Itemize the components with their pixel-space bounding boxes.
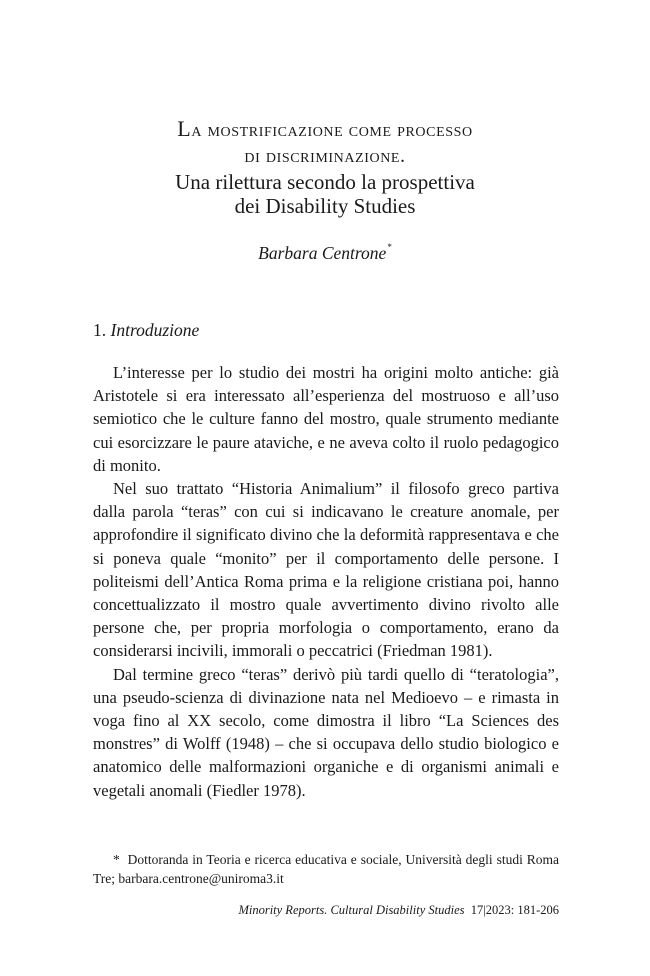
paragraph-3: Dal termine greco “teras” derivò più tardi quello di “teratologia”, una pseudo-scienza di divinazione nata nel Medioevo – e rimasta in voga fino al XX secolo, come dimostra il libro “La Sciences des monstres” di Wolff (1948) – che si occupava dello studio biologico e anatomico delle malformazioni organiche e di organismi animali e vegetali anomali (Fiedler 1978). <box>93 664 559 800</box>
article-title-line-1 <box>0 116 650 144</box>
title-block <box>0 116 650 264</box>
body-text <box>93 361 559 802</box>
author-name: Barbara Centrone <box>258 243 387 263</box>
title-line-1-rest: a mostrificazione come processo <box>191 120 473 141</box>
footnote-text: Dottoranda in Teoria e ricerca educativa e sociale, Università degli studi Roma Tre; barbara.centrone@uniroma3.it <box>93 852 559 886</box>
section-number: 1. <box>93 320 107 340</box>
article-title-line-2: di discriminazione. <box>244 146 406 167</box>
journal-name: Minority Reports. Cultural Disability Studies <box>238 903 465 917</box>
running-footer <box>93 902 559 918</box>
article-subtitle-line-2: dei Disability Studies <box>234 194 416 218</box>
author-line <box>0 236 650 264</box>
section-title: Introduzione <box>110 320 200 340</box>
title-initial: L <box>177 116 192 141</box>
issue-pages: 17|2023: 181-206 <box>470 903 559 917</box>
article-subtitle-line-1: Una rilettura secondo la prospettiva <box>175 170 475 194</box>
footnote-content <box>93 851 559 888</box>
paragraph-2: Nel suo trattato “Historia Animalium” il filosofo greco partiva dalla parola “teras” con cui si indicavano le creature anomale, per approfondire il significato divino che la deformità rappresentava e che si poneva quale “monito” per il comportamento delle persone. I politeismi dell’Antica Roma prima e la religione cristiana poi, hanno concettualizzato il mostro quale avvertimento divino rivolto alle persone che, per propria morfologia o comportamento, erano da considerarsi incivili, immorali o peccatrici (Friedman 1981). <box>93 479 559 661</box>
footnote-mark: * <box>113 852 120 867</box>
section-heading <box>93 319 199 341</box>
author-footnote-mark[interactable]: * <box>387 242 392 252</box>
paragraph-1: L’interesse per lo studio dei mostri ha origini molto antiche: già Aristotele si era interessato all’esperienza del mostruoso e all’uso semiotico che le culture fanno del mostro, quale strumento mediante cui esorcizzare le paure ataviche, e ne aveva colto il ruolo pedagogico di monito. <box>93 363 559 475</box>
footnote <box>93 851 559 888</box>
